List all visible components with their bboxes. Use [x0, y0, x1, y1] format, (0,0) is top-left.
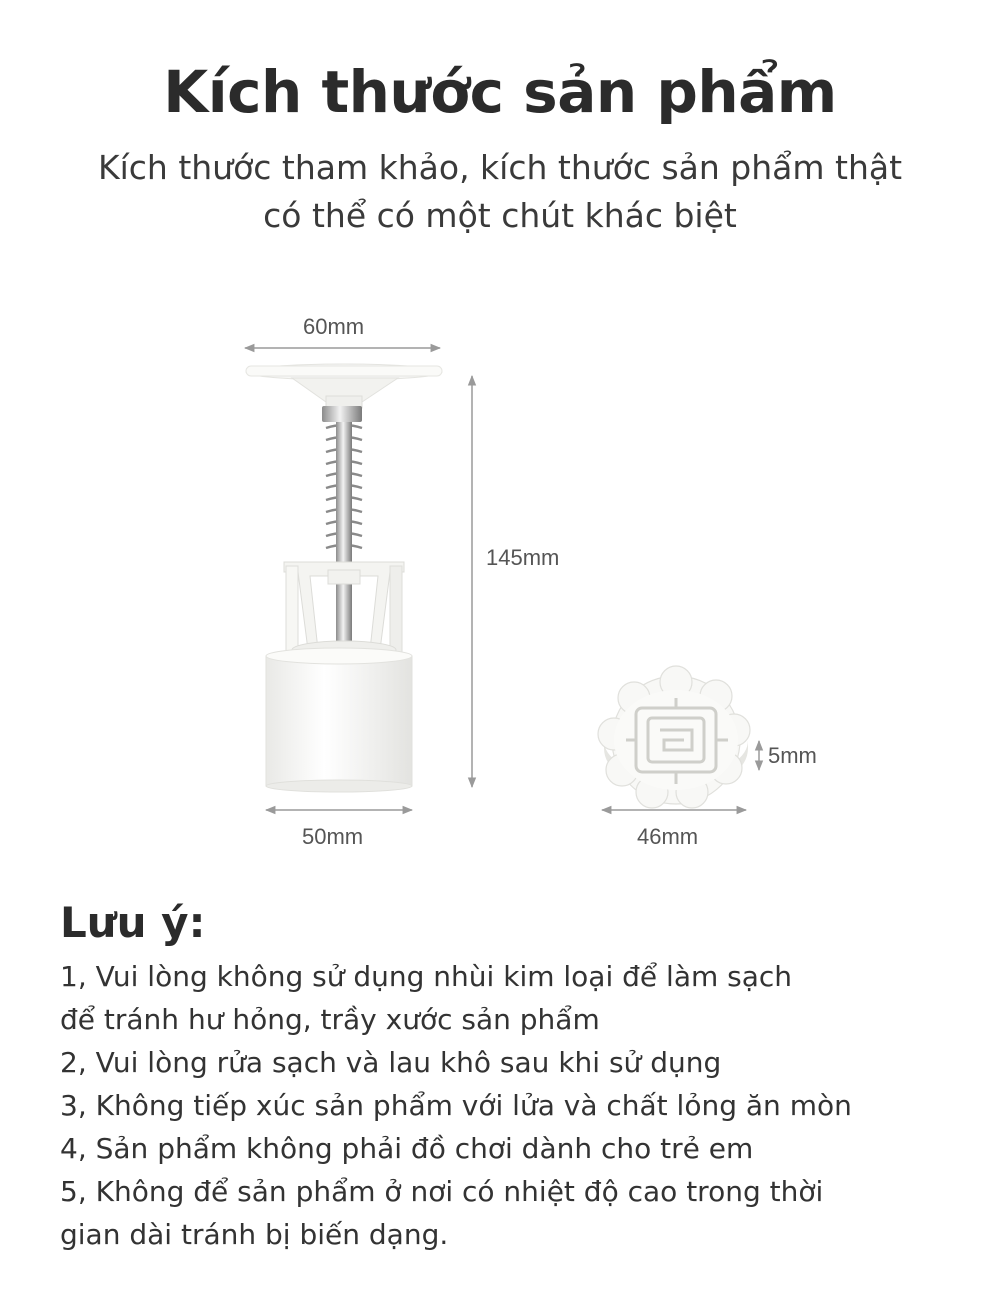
note-line: 5, Không để sản phẩm ở nơi có nhiệt độ cao trong thời — [60, 1175, 824, 1208]
top-width-label: 60mm — [303, 314, 365, 339]
note-line: để tránh hư hỏng, trầy xước sản phẩm — [60, 1003, 600, 1036]
height-label: 145mm — [486, 545, 560, 570]
pattern-stamp — [598, 666, 750, 808]
note-line: 4, Sản phẩm không phải đồ chơi dành cho trẻ em — [60, 1132, 754, 1165]
note-line: gian dài tránh bị biến dạng. — [60, 1218, 449, 1251]
note-line: 2, Vui lòng rửa sạch và lau khô sau khi sử dụng — [60, 1046, 722, 1079]
notes-list — [60, 955, 960, 1256]
mold-plunger — [246, 364, 442, 792]
subtitle-line-2: có thể có một chút khác biệt — [263, 196, 737, 235]
notes-title: Lưu ý: — [60, 898, 206, 947]
note-line: 3, Không tiếp xúc sản phẩm với lửa và chất lỏng ăn mòn — [60, 1089, 852, 1122]
page-title: Kích thước sản phẩm — [163, 58, 837, 126]
subtitle-line-1: Kích thước tham khảo, kích thước sản phẩm thật — [97, 148, 903, 187]
base-width-label: 50mm — [302, 824, 364, 849]
stamp-width-label: 46mm — [637, 824, 699, 849]
note-line: 1, Vui lòng không sử dụng nhùi kim loại để làm sạch — [60, 960, 793, 993]
stamp-thickness-label: 5mm — [768, 743, 817, 768]
